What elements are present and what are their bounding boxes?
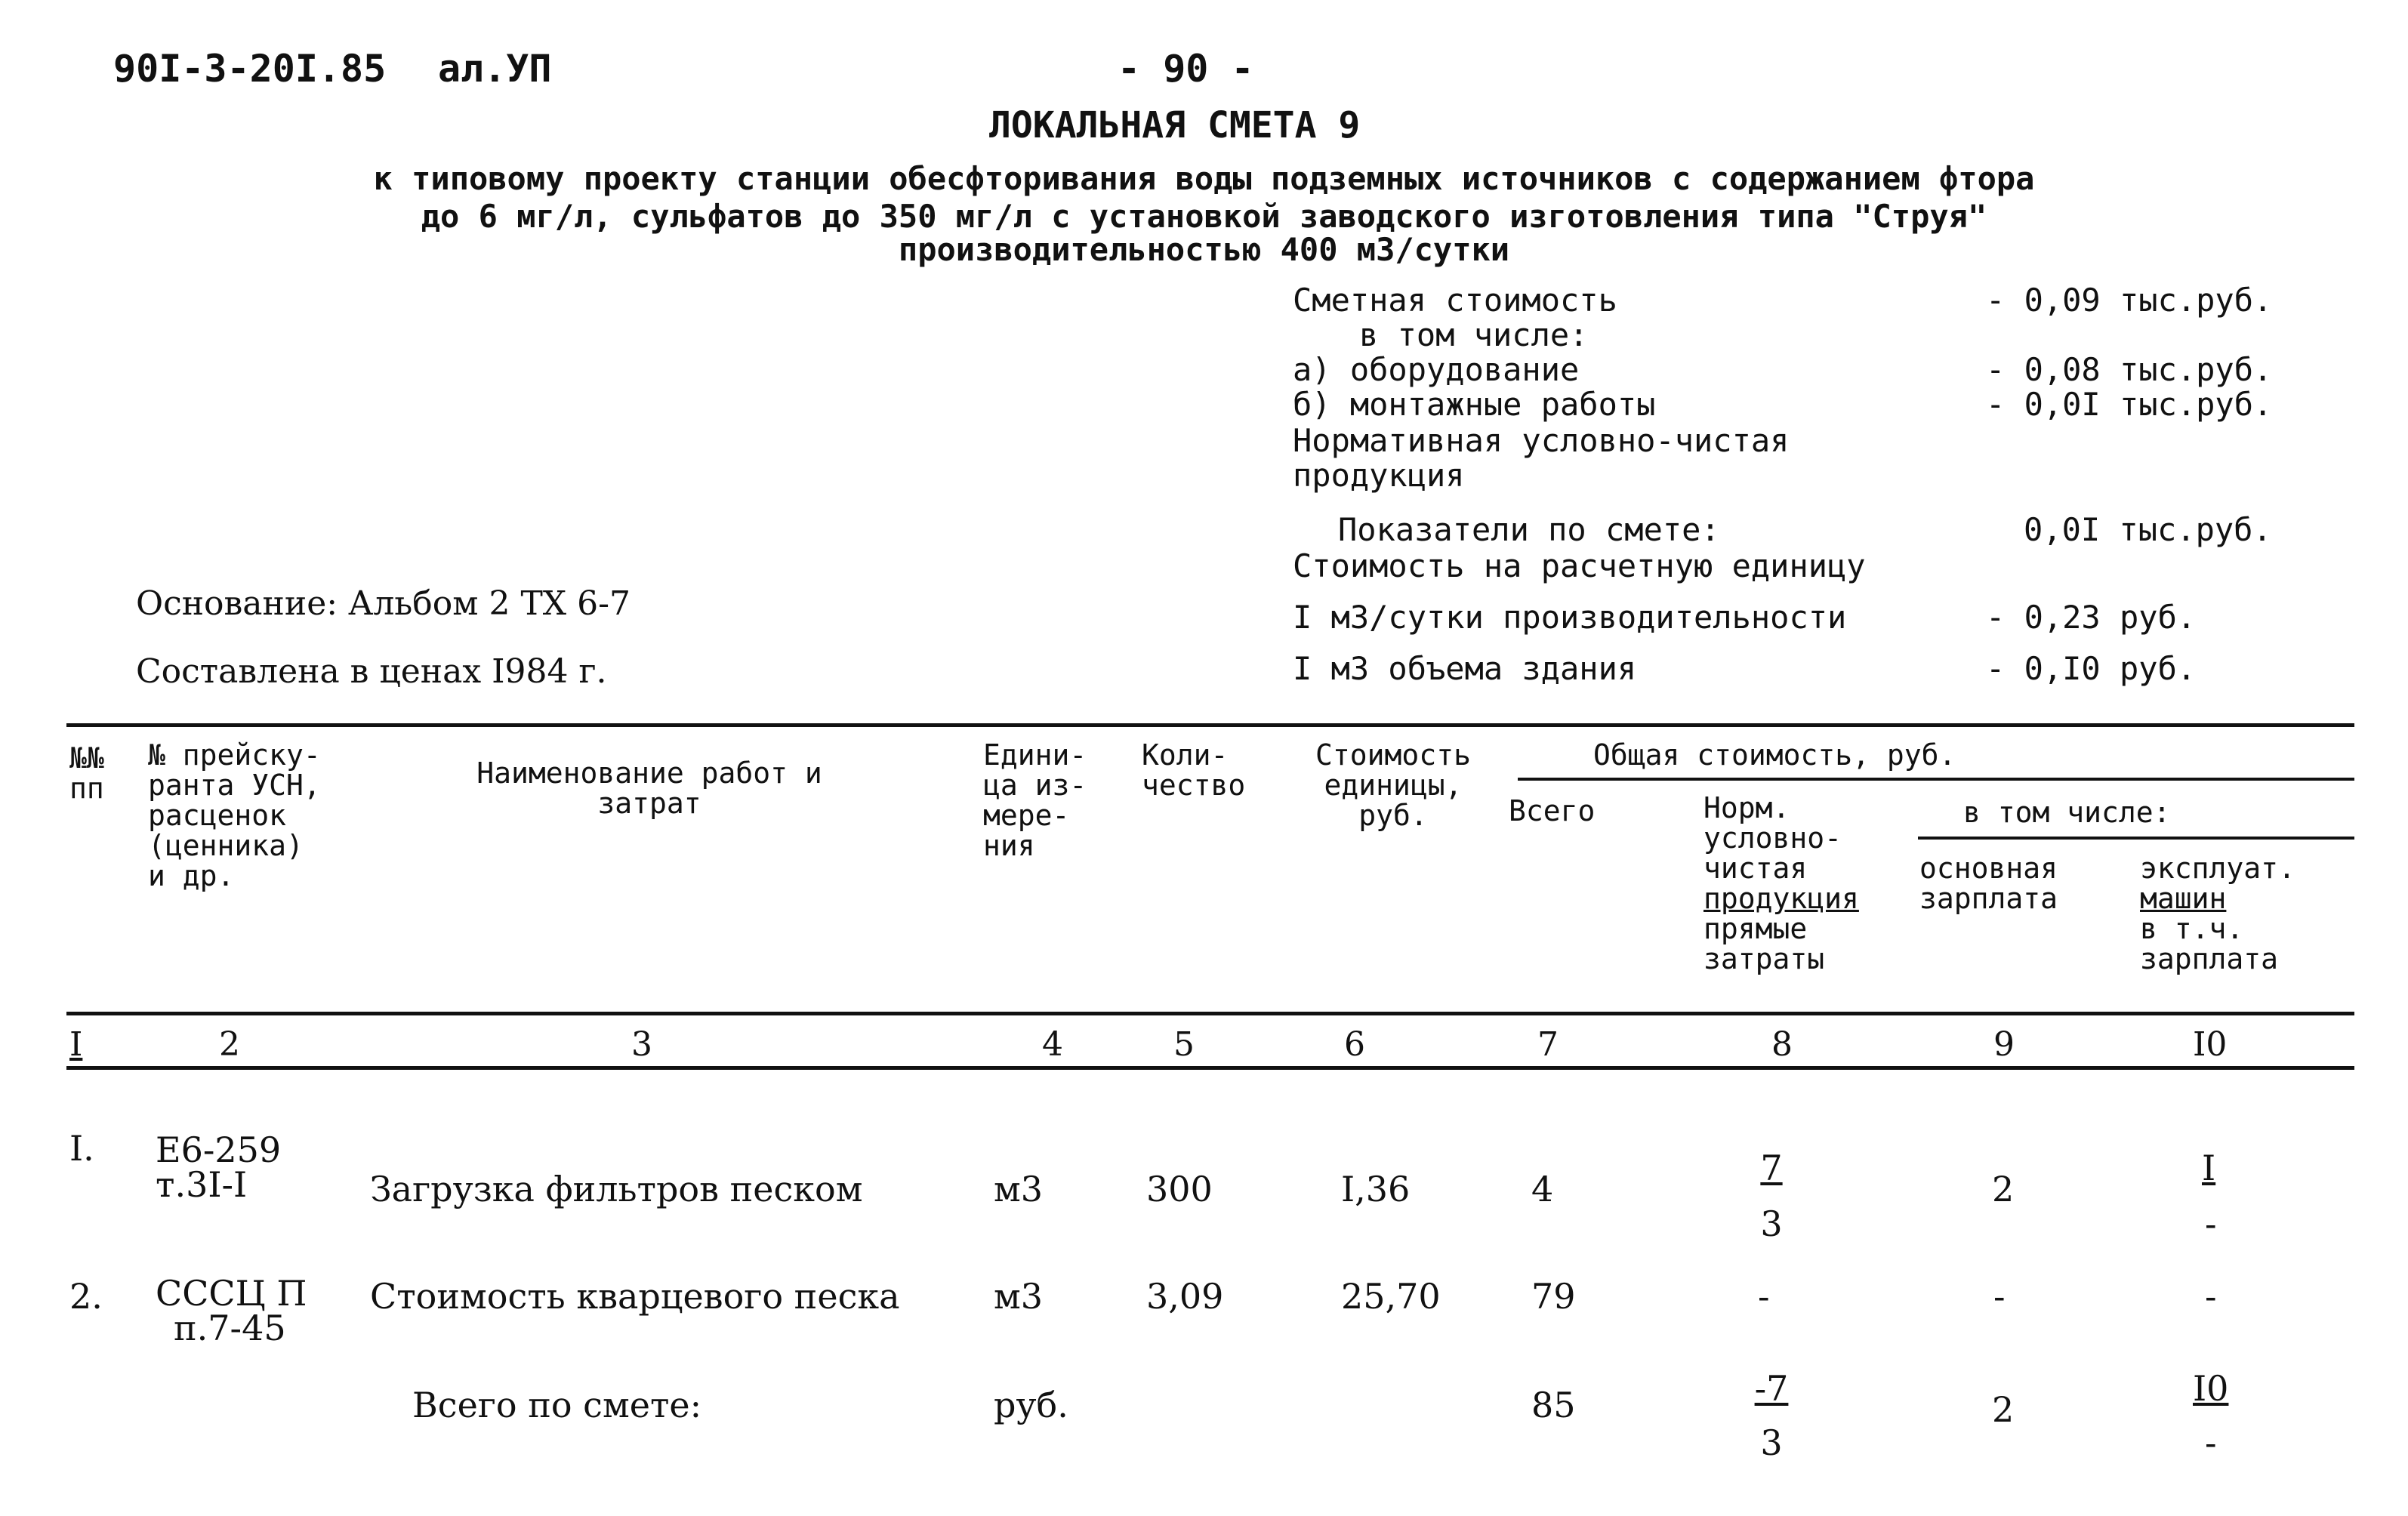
row2-total: 79 [1531,1276,1576,1317]
indicators-label: Показатели по смете: [1338,511,1720,548]
volume-value: - 0,I0 руб. [1986,650,2197,687]
row2-norm: - [1758,1276,1770,1317]
subtitle-line-1: к типовому проекту станции обесфторивания воды подземных источников с содержанием фтора [373,160,2035,197]
header-bottom-rule [66,1012,2354,1015]
col-header-2: № прейску- ранта УСН, расценок (ценника) и др. [148,738,321,892]
capacity-label: I м3/сутки производительности [1293,599,1847,636]
col-header-3: Наименование работ и затрат [476,756,822,820]
row2-unit-price: 25,70 [1341,1276,1441,1317]
unit-cost-label: Стоимость на расчетную единицу [1293,547,1866,584]
incl-rule [1918,837,2354,840]
col-number-6: 6 [1344,1025,1365,1064]
row2-number: 2. [69,1276,103,1317]
row2-machines: - [2205,1276,2217,1317]
col-number-9: 9 [1993,1025,2015,1064]
subtitle-line-3: производительностью 400 м3/сутки [898,231,1510,268]
col-number-1: I [69,1025,83,1064]
row1-machines-bottom: - [2205,1203,2217,1244]
estimate-cost-value: - 0,09 тыс.руб. [1986,282,2273,319]
total-row-total: 85 [1531,1385,1576,1425]
row2-salary: - [1993,1276,2006,1317]
total-row-label: Всего по смете: [412,1385,702,1425]
row1-machines-top: I [2202,1148,2216,1188]
equipment-value: - 0,08 тыс.руб. [1986,351,2273,388]
row1-salary: 2 [1992,1169,2015,1209]
incl-header: в том числе: [1963,796,2171,829]
row1-name: Загрузка фильтров песком [370,1169,863,1209]
col-header-7: Всего [1509,794,1596,827]
capacity-value: - 0,23 руб. [1986,599,2197,636]
col-number-8: 8 [1771,1025,1793,1064]
col-header-6: Стоимость единицы, руб. [1315,738,1471,832]
volume-label: I м3 объема здания [1293,650,1637,687]
total-row-norm-bottom: 3 [1760,1422,1783,1463]
document-code: 90I-3-20I.85 [113,47,387,91]
estimate-cost-label: Сметная стоимость [1293,282,1617,319]
row2-name: Стоимость кварцевого песка [370,1276,900,1317]
normative-value: 0,0I тыс.руб. [2024,511,2272,548]
total-row-machines-top: I0 [2193,1368,2229,1409]
total-cost-rule [1518,778,2354,781]
column-numbers-rule [66,1066,2354,1070]
normative-label: Нормативная условно-чистая [1293,422,1790,459]
row1-quantity: 300 [1146,1169,1213,1209]
col-header-8: Норм. условно- чистая продукция прямые затраты [1703,791,1859,975]
col-number-3: 3 [631,1025,652,1064]
equipment-label: а) оборудование [1293,351,1580,388]
row2-unit: м3 [994,1276,1044,1317]
col-header-9: основная зарплата [1919,852,2058,915]
installation-label: б) монтажные работы [1293,386,1656,423]
row2-quantity: 3,09 [1146,1276,1224,1317]
normative-label-cont: продукция [1293,457,1465,494]
col-header-10: эксплуат. машин в т.ч. зарплата [2140,852,2295,975]
col-number-4: 4 [1042,1025,1063,1064]
col-header-4: Едини- ца из- мере- ния [983,738,1087,862]
col-number-7: 7 [1537,1025,1559,1064]
col-header-1: №№ пп [69,741,104,805]
col-number-5: 5 [1173,1025,1195,1064]
row1-unit-price: I,36 [1341,1169,1411,1209]
including-label: в том числе: [1359,316,1589,353]
row1-norm-bottom: 3 [1760,1203,1783,1244]
col-header-5: Коли- чество [1142,738,1246,802]
total-cost-header: Общая стоимость, руб. [1593,738,1956,772]
row2-code: СССЦ П п.7-45 [156,1273,307,1348]
total-row-machines-bottom: - [2205,1422,2217,1463]
col-number-10: I0 [2193,1025,2228,1064]
row1-number: I. [69,1128,94,1169]
row1-unit: м3 [994,1169,1044,1209]
album-label: ал.УП [438,47,552,91]
row1-norm-top: 7 [1760,1148,1783,1188]
total-row-unit: руб. [994,1385,1068,1425]
estimate-title: ЛОКАЛЬНАЯ СМЕТА 9 [989,104,1361,146]
row1-code: Е6-259 т.3I-I [156,1129,282,1205]
installation-value: - 0,0I тыс.руб. [1986,386,2273,423]
row1-total: 4 [1531,1169,1554,1209]
total-row-salary: 2 [1992,1389,2015,1430]
page-number: - 90 - [1118,47,1254,91]
table-top-rule [66,723,2354,727]
total-row-norm-top: -7 [1754,1368,1789,1409]
subtitle-line-2: до 6 мг/л, сульфатов до 350 мг/л с установкой заводского изготовления типа "Струя" [421,198,1987,235]
col-number-2: 2 [219,1025,240,1064]
basis-text: Основание: Альбом 2 ТХ 6-7 [136,584,631,623]
prices-text: Составлена в ценах I984 г. [136,652,607,691]
